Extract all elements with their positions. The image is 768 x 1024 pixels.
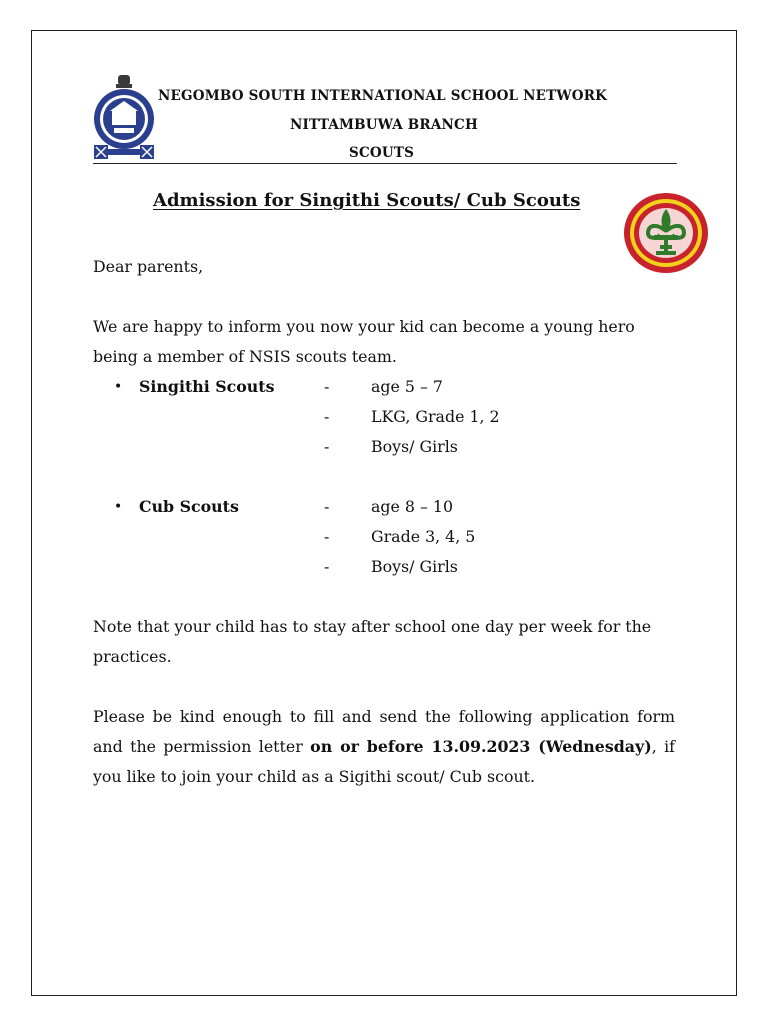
closing-paragraph	[93, 702, 675, 792]
closing-text-part2: , if you like to join your child as a Sigithi scout/ Cub scout.	[93, 737, 676, 786]
dash: -	[324, 437, 330, 456]
closing-text-part1: Please be kind enough to fill and send the following application form and the permission letter	[93, 707, 675, 756]
program-row	[0, 372, 768, 402]
header-divider	[93, 163, 677, 164]
deadline-text: on or before 13.09.2023 (Wednesday)	[310, 737, 652, 756]
program-row	[0, 492, 768, 522]
document-title: Admission for Singithi Scouts/ Cub Scouts	[153, 190, 581, 211]
school-name: NEGOMBO SOUTH INTERNATIONAL SCHOOL NETWORK	[158, 88, 608, 104]
greeting: Dear parents,	[93, 257, 204, 276]
intro-paragraph: We are happy to inform you now your kid can become a young hero being a member of NSIS scouts team.	[93, 317, 635, 366]
bullet-icon: •	[114, 379, 123, 395]
program-detail: age 5 – 7	[371, 377, 443, 396]
program-name: Cub Scouts	[139, 497, 239, 516]
program-row	[0, 552, 768, 582]
dash: -	[324, 407, 330, 426]
branch-name: NITTAMBUWA BRANCH	[290, 117, 478, 133]
bullet-icon: •	[114, 499, 123, 515]
dash: -	[324, 557, 330, 576]
program-row	[0, 522, 768, 552]
program-detail: Boys/ Girls	[371, 437, 458, 456]
program-name: Singithi Scouts	[139, 377, 275, 396]
program-row	[0, 432, 768, 462]
school-crest-logo-icon	[90, 73, 158, 163]
program-detail: Boys/ Girls	[371, 557, 458, 576]
program-detail: Grade 3, 4, 5	[371, 527, 476, 546]
dash: -	[324, 527, 330, 546]
dash: -	[324, 377, 330, 396]
program-row	[0, 402, 768, 432]
unit-name: SCOUTS	[349, 145, 415, 161]
dash: -	[324, 497, 330, 516]
program-detail: LKG, Grade 1, 2	[371, 407, 500, 426]
note-paragraph: Note that your child has to stay after school one day per week for the practices.	[93, 617, 652, 666]
program-detail: age 8 – 10	[371, 497, 453, 516]
